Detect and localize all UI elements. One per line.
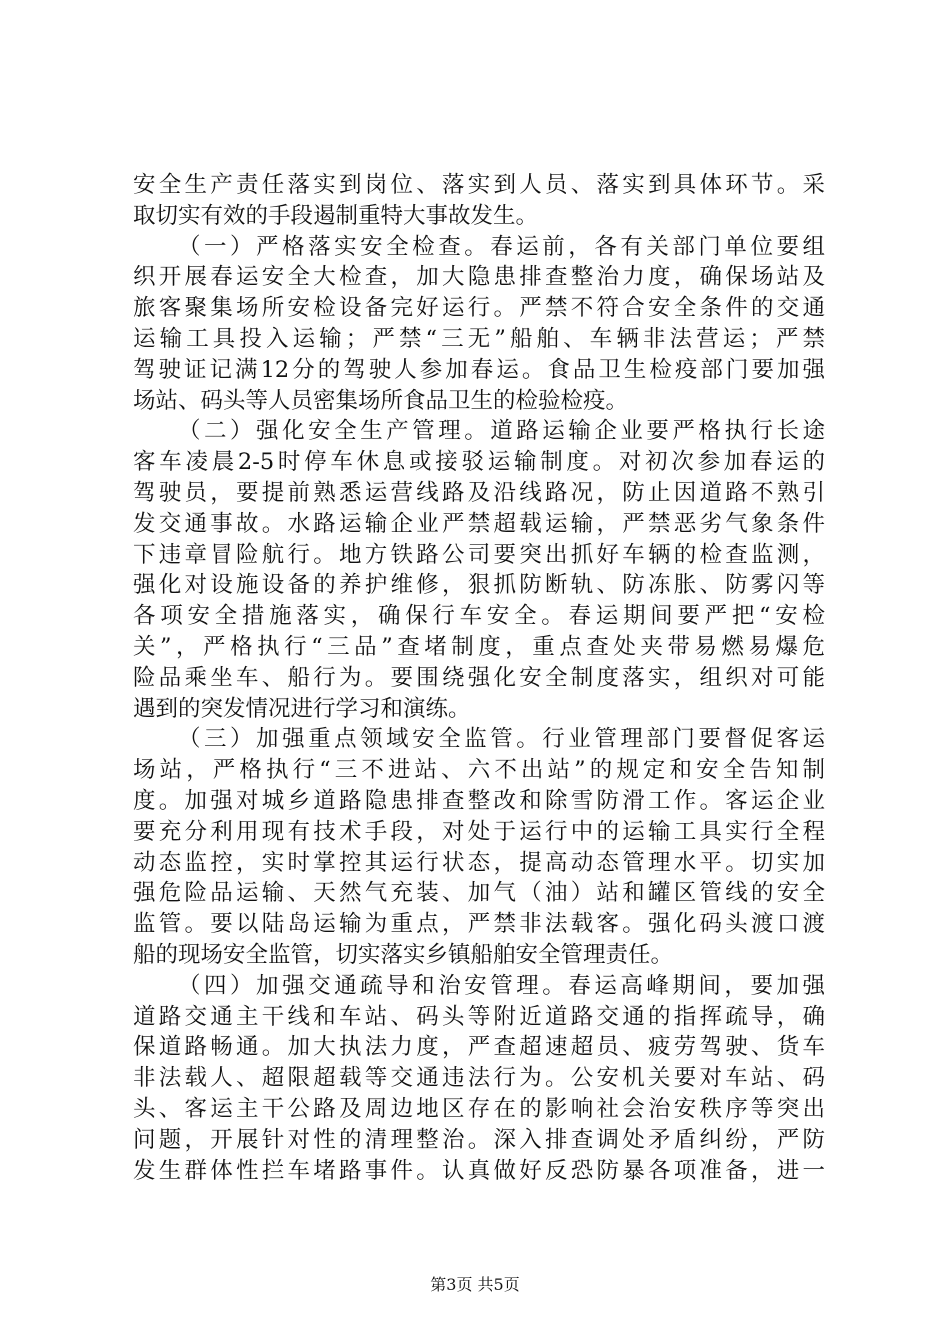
text-line: 监管。要以陆岛运输为重点，严禁非法载客。强化码头渡口渡 xyxy=(133,911,825,938)
text-line: 关”，严格执行“三品”查堵制度，重点查处夹带易燃易爆危 xyxy=(133,633,825,660)
text-line: 险品乘坐车、船行为。要围绕强化安全制度落实，组织对可能 xyxy=(133,664,825,691)
text-line: 取切实有效的手段遏制重特大事故发生。 xyxy=(133,202,539,229)
text-line: 场站，严格执行“三不进站、六不出站”的规定和安全告知制 xyxy=(133,757,825,784)
text-line: 发交通事故。水路运输企业严禁超载运输，严禁恶劣气象条件 xyxy=(133,510,825,537)
text-line: 客车凌晨2-5时停车休息或接驳运输制度。对初次参加春运的 xyxy=(133,449,825,476)
text-line: 道路交通主干线和车站、码头等附近道路交通的指挥疏导，确 xyxy=(133,1003,825,1030)
text-line: （四）加强交通疏导和治安管理。春运高峰期间，要加强 xyxy=(178,972,825,999)
text-line: 度。加强对城乡道路隐患排查整改和除雪防滑工作。客运企业 xyxy=(133,787,825,814)
text-line: 安全生产责任落实到岗位、落实到人员、落实到具体环节。采 xyxy=(133,172,825,198)
text-line: （三）加强重点领域安全监管。行业管理部门要督促客运 xyxy=(178,726,825,753)
text-line: 保道路畅通。加大执法力度，严查超速超员、疲劳驾驶、货车 xyxy=(133,1034,825,1061)
text-line: 场站、码头等人员密集场所食品卫生的检验检疫。 xyxy=(133,387,629,414)
text-line: 驾驶证记满12分的驾驶人参加春运。食品卫生检疫部门要加强 xyxy=(133,356,825,383)
text-line: 动态监控，实时掌控其运行状态，提高动态管理水平。切实加 xyxy=(133,849,825,876)
text-line: 运输工具投入运输；严禁“三无”船舶、车辆非法营运；严禁 xyxy=(133,325,825,352)
text-line: 要充分利用现有技术手段，对处于运行中的运输工具实行全程 xyxy=(133,818,825,845)
text-line: 强危险品运输、天然气充装、加气（油）站和罐区管线的安全 xyxy=(133,880,825,907)
text-line: 头、客运主干公路及周边地区存在的影响社会治安秩序等突出 xyxy=(133,1095,825,1122)
page-footer: 第3页 共5页 xyxy=(430,1275,520,1294)
text-line: 遇到的突发情况进行学习和演练。 xyxy=(133,695,471,722)
text-line: 下违章冒险航行。地方铁路公司要突出抓好车辆的检查监测， xyxy=(133,541,825,568)
text-line: 非法载人、超限超载等交通违法行为。公安机关要对车站、码 xyxy=(133,1065,825,1092)
text-line: （二）强化安全生产管理。道路运输企业要严格执行长途 xyxy=(178,418,825,445)
text-line: 旅客聚集场所安检设备完好运行。严禁不符合安全条件的交通 xyxy=(133,295,825,322)
text-line: 驾驶员，要提前熟悉运营线路及沿线路况，防止因道路不熟引 xyxy=(133,479,825,506)
text-line: 织开展春运安全大检查，加大隐患排查整治力度，确保场站及 xyxy=(133,264,825,291)
text-line: 船的现场安全监管，切实落实乡镇船舶安全管理责任。 xyxy=(133,941,674,968)
text-line: （一）严格落实安全检查。春运前，各有关部门单位要组 xyxy=(178,233,825,260)
text-line: 强化对设施设备的养护维修，狠抓防断轨、防冻胀、防雾闪等 xyxy=(133,572,825,599)
text-line: 问题，开展针对性的清理整治。深入排查调处矛盾纠纷，严防 xyxy=(133,1126,825,1153)
text-line: 发生群体性拦车堵路事件。认真做好反恐防暴各项准备，进一 xyxy=(133,1157,825,1184)
text-line: 各项安全措施落实，确保行车安全。春运期间要严把“安检 xyxy=(133,603,825,630)
body-text xyxy=(133,170,825,1186)
